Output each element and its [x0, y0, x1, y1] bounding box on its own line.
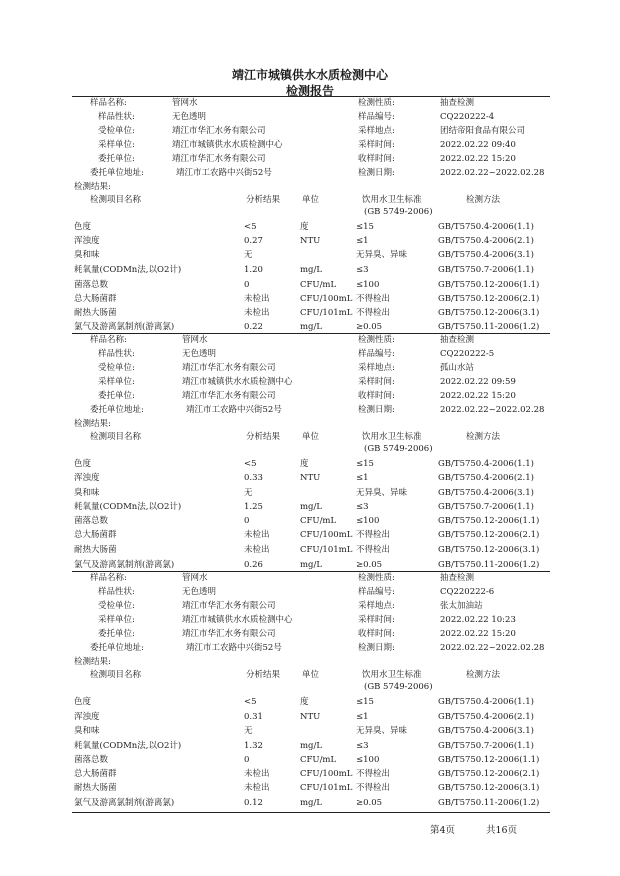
col-method: 检测方法 [466, 195, 501, 205]
cell-result: 0.26 [244, 560, 263, 570]
cell-unit: mg/L [300, 741, 323, 751]
page-total: 共16页 [486, 825, 518, 836]
cell-item: 总大肠菌群 [74, 294, 117, 304]
value-sample_char: 无色透明 [182, 587, 217, 597]
label-sample_no: 样品编号: [358, 349, 395, 359]
cell-unit: mg/L [300, 322, 323, 332]
value-consignor_addr: 靖江市工农路中兴街52号 [186, 405, 282, 415]
cell-unit: NTU [300, 236, 321, 246]
cell-standard: ≤1 [356, 712, 369, 722]
label-sampling_time: 采样时间: [358, 377, 395, 387]
cell-method: GB/T5750.4-2006(1.1) [438, 459, 534, 469]
col-item: 检测项目名称 [90, 195, 142, 205]
cell-result: 未检出 [244, 769, 270, 779]
cell-standard: ≤100 [356, 280, 380, 290]
label-sampling_site: 采样地点: [358, 601, 395, 611]
label-commissioner: 受检单位: [98, 601, 135, 611]
value-test_date: 2022.02.22~2022.02.28 [440, 405, 545, 415]
block-top-rule [72, 96, 550, 97]
cell-standard: 不得检出 [356, 783, 391, 793]
col-result: 分析结果 [246, 670, 281, 680]
value-sample_no: CQ220222-6 [440, 587, 495, 597]
cell-item: 耗氧量(CODMn法,以O2计) [74, 502, 182, 512]
label-receive_time: 收样时间: [358, 391, 395, 401]
cell-unit: mg/L [300, 265, 323, 275]
value-sampling_unit: 靖江市城镇供水水质检测中心 [182, 377, 293, 387]
label-consignor: 委托单位: [98, 629, 135, 639]
col-item: 检测项目名称 [90, 432, 142, 442]
value-sample_char: 无色透明 [172, 112, 207, 122]
cell-result: 0 [244, 280, 250, 290]
col-standard-ref: (GB 5749-2006) [364, 207, 433, 217]
cell-result: 0.33 [244, 473, 263, 483]
label-sampling_time: 采样时间: [358, 140, 395, 150]
cell-result: <5 [244, 697, 257, 707]
cell-method: GB/T5750.12-2006(3.1) [438, 783, 540, 793]
cell-method: GB/T5750.11-2006(1.2) [438, 560, 540, 570]
bottom-rule [72, 812, 550, 813]
cell-result: 1.20 [244, 265, 263, 275]
cell-result: 未检出 [244, 783, 270, 793]
cell-standard: ≤1 [356, 473, 369, 483]
label-receive_time: 收样时间: [358, 629, 395, 639]
col-standard-ref: (GB 5749-2006) [364, 444, 433, 454]
value-consignor: 靖江市华汇水务有限公司 [172, 154, 266, 164]
label-commissioner: 受检单位: [98, 126, 135, 136]
cell-unit: mg/L [300, 502, 323, 512]
cell-standard: 无异臭、异味 [356, 250, 408, 260]
col-standard: 饮用水卫生标准 [362, 670, 422, 680]
col-unit: 单位 [302, 195, 320, 205]
label-consignor_addr: 委托单位地址: [90, 405, 144, 415]
label-commissioner: 受检单位: [98, 363, 135, 373]
cell-result: 无 [244, 726, 253, 736]
label-test_nature: 检测性质: [358, 335, 395, 345]
value-sampling_site: 团结帝阳食品有限公司 [440, 126, 526, 136]
cell-unit: 度 [300, 459, 309, 469]
cell-unit: mg/L [300, 560, 323, 570]
cell-item: 浑浊度 [74, 712, 100, 722]
value-consignor_addr: 靖江市工农路中兴街52号 [176, 168, 272, 178]
results-heading: 检测结果: [74, 182, 111, 192]
col-item: 检测项目名称 [90, 670, 142, 680]
cell-method: GB/T5750.4-2006(2.1) [438, 473, 534, 483]
cell-method: GB/T5750.11-2006(1.2) [438, 798, 540, 808]
cell-result: 未检出 [244, 294, 270, 304]
col-result: 分析结果 [246, 432, 281, 442]
col-standard: 饮用水卫生标准 [362, 195, 422, 205]
label-sample_char: 样品性状: [98, 349, 135, 359]
cell-standard: ≤3 [356, 265, 369, 275]
value-commissioner: 靖江市华汇水务有限公司 [182, 363, 276, 373]
cell-unit: CFU/mL [300, 516, 337, 526]
label-test_date: 检测日期: [358, 643, 395, 653]
cell-standard: 不得检出 [356, 308, 391, 318]
cell-method: GB/T5750.4-2006(3.1) [438, 726, 534, 736]
cell-standard: 不得检出 [356, 294, 391, 304]
cell-standard: ≤100 [356, 516, 380, 526]
col-standard-ref: (GB 5749-2006) [364, 682, 433, 692]
cell-method: GB/T5750.4-2006(3.1) [438, 250, 534, 260]
label-test_nature: 检测性质: [358, 98, 395, 108]
cell-unit: mg/L [300, 798, 323, 808]
cell-result: 0.12 [244, 798, 263, 808]
cell-unit: CFU/100mL [300, 530, 353, 540]
label-receive_time: 收样时间: [358, 154, 395, 164]
cell-item: 耗氧量(CODMn法,以O2计) [74, 741, 182, 751]
label-test_nature: 检测性质: [358, 573, 395, 583]
cell-item: 臭和味 [74, 250, 100, 260]
value-consignor: 靖江市华汇水务有限公司 [182, 391, 276, 401]
cell-item: 色度 [74, 697, 92, 707]
cell-item: 耐热大肠菌 [74, 545, 117, 555]
cell-method: GB/T5750.4-2006(1.1) [438, 697, 534, 707]
value-sampling_unit: 靖江市城镇供水水质检测中心 [182, 615, 293, 625]
cell-standard: 不得检出 [356, 545, 391, 555]
cell-result: <5 [244, 222, 257, 232]
label-test_date: 检测日期: [358, 168, 395, 178]
value-sampling_site: 张太加油站 [440, 601, 483, 611]
cell-standard: ≤100 [356, 755, 380, 765]
cell-item: 总大肠菌群 [74, 769, 117, 779]
label-consignor_addr: 委托单位地址: [90, 643, 144, 653]
block-top-rule [72, 571, 550, 572]
value-test_nature: 抽查检测 [440, 335, 475, 345]
cell-result: 0.22 [244, 322, 263, 332]
page-number: 第4页 [430, 825, 456, 836]
block-top-rule [72, 333, 550, 334]
cell-result: 0.31 [244, 712, 263, 722]
cell-standard: 无异臭、异味 [356, 488, 408, 498]
value-sample_char: 无色透明 [182, 349, 217, 359]
cell-unit: CFU/mL [300, 755, 337, 765]
cell-method: GB/T5750.11-2006(1.2) [438, 322, 540, 332]
label-sample_name: 样品名称: [90, 98, 127, 108]
cell-result: <5 [244, 459, 257, 469]
cell-unit: NTU [300, 473, 321, 483]
value-receive_time: 2022.02.22 15:20 [440, 391, 516, 401]
cell-method: GB/T5750.7-2006(1.1) [438, 265, 534, 275]
cell-result: 0.27 [244, 236, 263, 246]
value-sample_no: CQ220222-5 [440, 349, 495, 359]
cell-standard: 无异臭、异味 [356, 726, 408, 736]
label-sample_char: 样品性状: [98, 112, 135, 122]
cell-unit: CFU/101mL [300, 308, 353, 318]
cell-item: 菌落总数 [74, 516, 109, 526]
cell-item: 耗氧量(CODMn法,以O2计) [74, 265, 182, 275]
cell-method: GB/T5750.12-2006(2.1) [438, 530, 540, 540]
cell-item: 浑浊度 [74, 473, 100, 483]
cell-unit: NTU [300, 712, 321, 722]
label-sampling_time: 采样时间: [358, 615, 395, 625]
cell-method: GB/T5750.12-2006(3.1) [438, 308, 540, 318]
cell-unit: CFU/101mL [300, 545, 353, 555]
label-sampling_unit: 采样单位: [98, 377, 135, 387]
cell-item: 耐热大肠菌 [74, 783, 117, 793]
label-sampling_unit: 采样单位: [98, 615, 135, 625]
cell-result: 1.32 [244, 741, 263, 751]
label-sample_no: 样品编号: [358, 587, 395, 597]
cell-unit: CFU/101mL [300, 783, 353, 793]
value-commissioner: 靖江市华汇水务有限公司 [172, 126, 266, 136]
cell-unit: CFU/100mL [300, 294, 353, 304]
value-sample_no: CQ220222-4 [440, 112, 495, 122]
col-unit: 单位 [302, 432, 320, 442]
cell-result: 0 [244, 516, 250, 526]
value-consignor_addr: 靖江市工农路中兴街52号 [186, 643, 282, 653]
cell-result: 无 [244, 250, 253, 260]
cell-item: 臭和味 [74, 726, 100, 736]
cell-standard: 不得检出 [356, 769, 391, 779]
cell-method: GB/T5750.12-2006(2.1) [438, 769, 540, 779]
cell-unit: CFU/100mL [300, 769, 353, 779]
label-sample_char: 样品性状: [98, 587, 135, 597]
value-sample_name: 管网水 [182, 335, 208, 345]
label-test_date: 检测日期: [358, 405, 395, 415]
label-consignor_addr: 委托单位地址: [90, 168, 144, 178]
results-heading: 检测结果: [74, 419, 111, 429]
cell-standard: ≤15 [356, 222, 374, 232]
cell-method: GB/T5750.12-2006(1.1) [438, 516, 540, 526]
cell-standard: ≤3 [356, 741, 369, 751]
cell-standard: ≥0.05 [356, 322, 383, 332]
value-test_nature: 抽查检测 [440, 98, 475, 108]
cell-method: GB/T5750.4-2006(2.1) [438, 236, 534, 246]
cell-item: 色度 [74, 459, 92, 469]
cell-item: 氯气及游离氯制剂(游离氯) [74, 322, 175, 332]
value-sampling_time: 2022.02.22 09:59 [440, 377, 516, 387]
cell-item: 耐热大肠菌 [74, 308, 117, 318]
value-sampling_time: 2022.02.22 10:23 [440, 615, 516, 625]
label-sampling_site: 采样地点: [358, 126, 395, 136]
value-receive_time: 2022.02.22 15:20 [440, 629, 516, 639]
cell-unit: 度 [300, 697, 309, 707]
value-receive_time: 2022.02.22 15:20 [440, 154, 516, 164]
label-sample_name: 样品名称: [90, 335, 127, 345]
label-consignor: 委托单位: [98, 154, 135, 164]
cell-method: GB/T5750.12-2006(1.1) [438, 755, 540, 765]
results-heading: 检测结果: [74, 657, 111, 667]
cell-method: GB/T5750.7-2006(1.1) [438, 502, 534, 512]
value-commissioner: 靖江市华汇水务有限公司 [182, 601, 276, 611]
cell-item: 菌落总数 [74, 755, 109, 765]
cell-standard: ≥0.05 [356, 560, 383, 570]
cell-unit: 度 [300, 222, 309, 232]
value-sampling_time: 2022.02.22 09:40 [440, 140, 516, 150]
cell-result: 0 [244, 755, 250, 765]
value-sample_name: 管网水 [172, 98, 198, 108]
value-sampling_unit: 靖江市城镇供水水质检测中心 [172, 140, 283, 150]
cell-standard: ≤15 [356, 697, 374, 707]
cell-item: 臭和味 [74, 488, 100, 498]
label-sample_name: 样品名称: [90, 573, 127, 583]
label-consignor: 委托单位: [98, 391, 135, 401]
report-subtitle: 检测报告 [285, 84, 334, 98]
cell-item: 浑浊度 [74, 236, 100, 246]
cell-method: GB/T5750.12-2006(2.1) [438, 294, 540, 304]
value-sampling_site: 孤山水站 [440, 363, 475, 373]
col-unit: 单位 [302, 670, 320, 680]
col-method: 检测方法 [466, 432, 501, 442]
cell-method: GB/T5750.12-2006(3.1) [438, 545, 540, 555]
cell-standard: ≤15 [356, 459, 374, 469]
cell-item: 色度 [74, 222, 92, 232]
cell-method: GB/T5750.4-2006(2.1) [438, 712, 534, 722]
cell-method: GB/T5750.12-2006(1.1) [438, 280, 540, 290]
value-consignor: 靖江市华汇水务有限公司 [182, 629, 276, 639]
cell-item: 总大肠菌群 [74, 530, 117, 540]
value-test_date: 2022.02.22~2022.02.28 [440, 643, 545, 653]
cell-result: 1.25 [244, 502, 263, 512]
value-test_nature: 抽查检测 [440, 573, 475, 583]
cell-item: 菌落总数 [74, 280, 109, 290]
value-sample_name: 管网水 [182, 573, 208, 583]
cell-result: 未检出 [244, 308, 270, 318]
cell-result: 未检出 [244, 530, 270, 540]
cell-standard: ≤3 [356, 502, 369, 512]
cell-result: 无 [244, 488, 253, 498]
label-sampling_site: 采样地点: [358, 363, 395, 373]
cell-standard: ≥0.05 [356, 798, 383, 808]
report-org-title: 靖江市城镇供水水质检测中心 [231, 68, 388, 82]
cell-method: GB/T5750.7-2006(1.1) [438, 741, 534, 751]
label-sample_no: 样品编号: [358, 112, 395, 122]
cell-item: 氯气及游离氯制剂(游离氯) [74, 560, 175, 570]
cell-method: GB/T5750.4-2006(1.1) [438, 222, 534, 232]
cell-standard: 不得检出 [356, 530, 391, 540]
value-test_date: 2022.02.22~2022.02.28 [440, 168, 545, 178]
cell-standard: ≤1 [356, 236, 369, 246]
col-standard: 饮用水卫生标准 [362, 432, 422, 442]
cell-result: 未检出 [244, 545, 270, 555]
cell-unit: CFU/mL [300, 280, 337, 290]
col-result: 分析结果 [246, 195, 281, 205]
cell-method: GB/T5750.4-2006(3.1) [438, 488, 534, 498]
cell-item: 氯气及游离氯制剂(游离氯) [74, 798, 175, 808]
col-method: 检测方法 [466, 670, 501, 680]
label-sampling_unit: 采样单位: [98, 140, 135, 150]
